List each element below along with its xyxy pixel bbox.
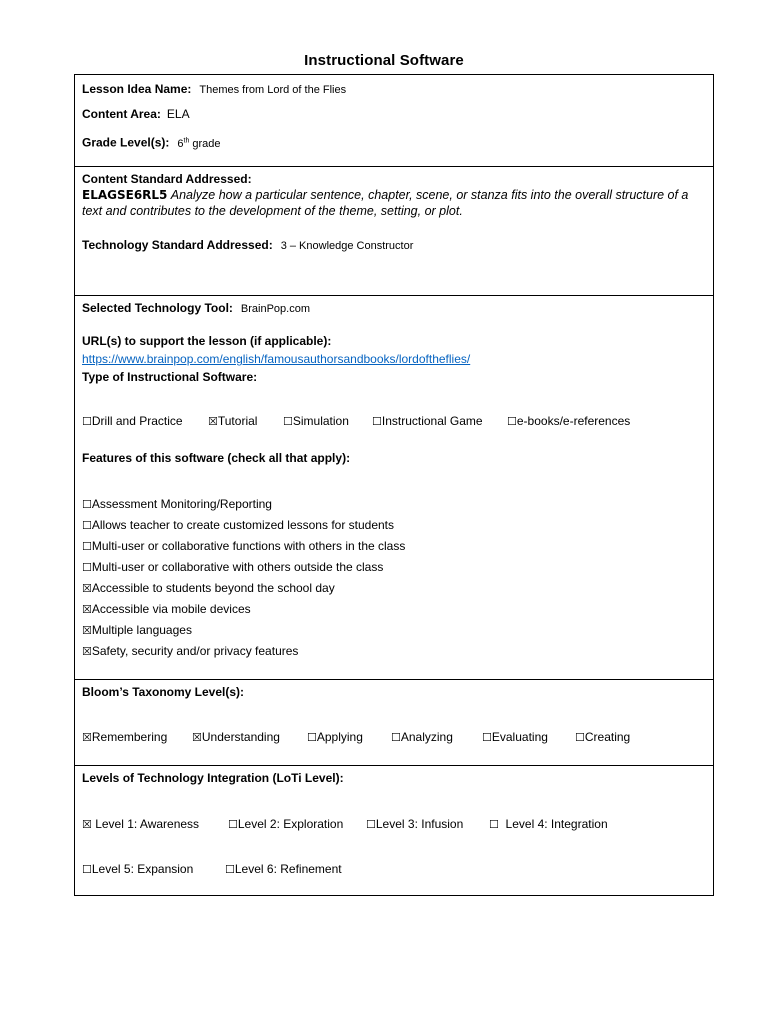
- checkbox-icon: ☐: [366, 818, 376, 831]
- type-option-tutorial[interactable]: ☒Tutorial: [208, 414, 258, 428]
- content-standard-description: Analyze how a particular sentence, chapter, scene, or stanza fits into the overall structure of a text and contributes to the development of the theme, setting, or plot.: [82, 188, 689, 218]
- checkbox-icon: ☒: [82, 645, 92, 658]
- feature-option[interactable]: ☒Safety, security and/or privacy features: [82, 644, 299, 658]
- tech-standard-value: 3 – Knowledge Constructor: [280, 240, 414, 252]
- checkbox-icon: ☒: [82, 624, 92, 637]
- checkbox-icon: ☐: [283, 415, 293, 428]
- grade-level-label: Grade Level(s):: [82, 135, 170, 150]
- page-title: Instructional Software: [304, 52, 464, 69]
- checkbox-icon: ☐: [82, 561, 92, 574]
- url-label: URL(s) to support the lesson (if applicable):: [82, 334, 332, 348]
- url-row: [82, 351, 470, 367]
- loti-option-level-5[interactable]: ☐Level 5: Expansion: [82, 862, 194, 876]
- feature-option[interactable]: ☐Multi-user or collaborative with others outside the class: [82, 560, 384, 574]
- lesson-idea-row: [82, 81, 346, 98]
- loti-label: Levels of Technology Integration (LoTi Level):: [82, 771, 344, 785]
- bloom-option-remembering[interactable]: ☒Remembering: [82, 730, 168, 744]
- checkbox-icon: ☒: [192, 731, 202, 744]
- content-area-value: ELA: [166, 107, 190, 121]
- tool-section: [75, 295, 713, 680]
- checkbox-icon: ☐: [482, 731, 492, 744]
- type-option-game[interactable]: ☐Instructional Game: [372, 414, 483, 428]
- checkbox-icon: ☐: [82, 415, 92, 428]
- lesson-info-section: [75, 75, 713, 167]
- checkbox-icon: ☒: [208, 415, 218, 428]
- checkbox-icon: ☐: [575, 731, 585, 744]
- bloom-option-understanding[interactable]: ☒Understanding: [192, 730, 280, 744]
- checkbox-icon: ☐: [82, 863, 92, 876]
- tool-row: [82, 300, 310, 317]
- type-option-drill[interactable]: ☐Drill and Practice: [82, 414, 183, 428]
- bloom-option-evaluating[interactable]: ☐Evaluating: [482, 730, 548, 744]
- checkbox-icon: ☐: [489, 818, 499, 831]
- feature-option[interactable]: ☐Multi-user or collaborative functions with others in the class: [82, 539, 406, 553]
- checkbox-icon: ☐: [372, 415, 382, 428]
- loti-option-level-4[interactable]: ☐ Level 4: Integration: [489, 817, 608, 831]
- bloom-section: [75, 679, 713, 766]
- tool-label: Selected Technology Tool:: [82, 301, 233, 315]
- type-option-ebooks[interactable]: ☐e-books/e-references: [507, 414, 631, 428]
- checkbox-icon: ☐: [82, 519, 92, 532]
- loti-option-level-2[interactable]: ☐Level 2: Exploration: [228, 817, 344, 831]
- checkbox-icon: ☐: [225, 863, 235, 876]
- checkbox-icon: ☐: [507, 415, 517, 428]
- lesson-url-link[interactable]: https://www.brainpop.com/english/famousauthorsandbooks/lordoftheflies/: [82, 352, 471, 366]
- tech-standard-label: Technology Standard Addressed:: [82, 238, 273, 252]
- feature-option[interactable]: ☒Accessible to students beyond the school day: [82, 581, 335, 595]
- standards-section: [75, 166, 713, 296]
- tool-value: BrainPop.com: [240, 303, 310, 315]
- feature-option[interactable]: ☐Assessment Monitoring/Reporting: [82, 497, 272, 511]
- type-option-simulation[interactable]: ☐Simulation: [283, 414, 349, 428]
- content-area-label: Content Area:: [82, 107, 161, 121]
- lesson-idea-value: Themes from Lord of the Flies: [199, 84, 347, 96]
- content-area-row: [82, 106, 190, 122]
- checkbox-icon: ☐: [307, 731, 317, 744]
- grade-level-row: [82, 133, 221, 152]
- checkbox-icon: ☐: [82, 540, 92, 553]
- checkbox-icon: ☐: [391, 731, 401, 744]
- lesson-idea-label: Lesson Idea Name:: [82, 82, 192, 96]
- loti-option-level-6[interactable]: ☐Level 6: Refinement: [225, 862, 342, 876]
- loti-option-level-3[interactable]: ☐Level 3: Infusion: [366, 817, 464, 831]
- features-label: Features of this software (check all that apply):: [82, 451, 351, 465]
- content-standard-text: [82, 187, 707, 219]
- bloom-option-creating[interactable]: ☐Creating: [575, 730, 631, 744]
- checkbox-icon: ☒: [82, 731, 92, 744]
- bloom-label: Bloom’s Taxonomy Level(s):: [82, 685, 245, 699]
- checkbox-icon: ☒: [82, 582, 92, 595]
- content-standard-label: Content Standard Addressed:: [82, 172, 252, 186]
- checkbox-icon: ☐: [82, 498, 92, 511]
- tech-standard-row: [82, 237, 413, 254]
- feature-option[interactable]: ☒Accessible via mobile devices: [82, 602, 251, 616]
- content-standard-code: ELAGSE6RL5: [82, 188, 168, 202]
- lesson-form: [74, 74, 714, 896]
- feature-option[interactable]: ☒Multiple languages: [82, 623, 192, 637]
- bloom-option-applying[interactable]: ☐Applying: [307, 730, 363, 744]
- grade-level-value: 6th grade: [177, 137, 221, 150]
- loti-option-level-1[interactable]: ☒ Level 1: Awareness: [82, 817, 200, 831]
- checkbox-icon: ☒: [82, 603, 92, 616]
- bloom-option-analyzing[interactable]: ☐Analyzing: [391, 730, 453, 744]
- feature-option[interactable]: ☐Allows teacher to create customized lessons for students: [82, 518, 395, 532]
- software-type-label: Type of Instructional Software:: [82, 370, 258, 384]
- checkbox-icon: ☒: [82, 818, 92, 831]
- loti-section: [75, 765, 713, 895]
- checkbox-icon: ☐: [228, 818, 238, 831]
